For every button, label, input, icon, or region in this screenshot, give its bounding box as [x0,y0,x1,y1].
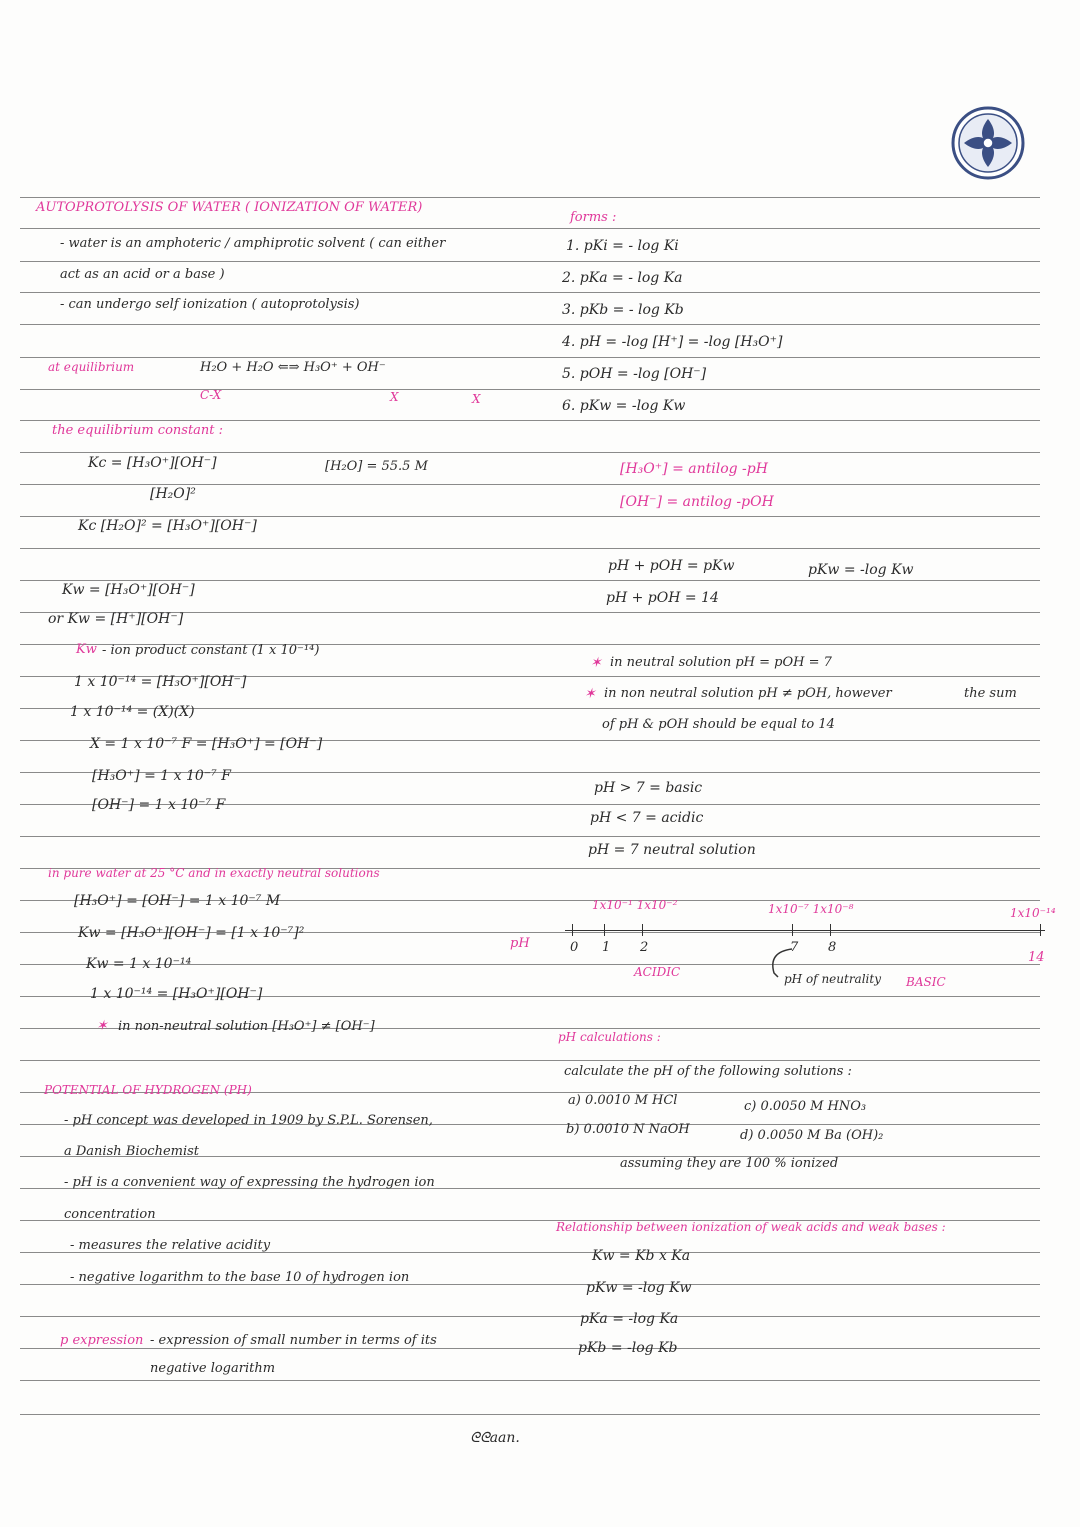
kc-equation: Kc = [H₃O⁺][OH⁻] [88,455,217,471]
relationship-line: pKb = -log Kb [578,1340,678,1356]
ph-tick [792,924,793,936]
pure-line: Kw = 1 x 10⁻¹⁴ [86,956,192,972]
calc-title: pH calculations : [558,1030,661,1044]
ph-line: a Danish Biochemist [64,1144,200,1159]
pure-line: Kw = [H₃O⁺][OH⁻] = [1 x 10⁻⁷]² [78,925,305,941]
ph-line: - pH concept was developed in 1909 by S.P.L. Sorensen, [64,1113,433,1128]
non-neutral-note: the sum [964,686,1017,701]
form-item: 1. pKi = - log Ki [566,238,679,254]
pure-water-label: in pure water at 25 °C and in exactly neutral solutions [48,866,380,880]
equilibrium-reaction: H₂O + H₂O ⇐⇒ H₃O⁺ + OH⁻ [200,360,386,375]
kw-line: [H₃O⁺] = 1 x 10⁻⁷ F [92,768,231,784]
neutral-note: in neutral solution pH = pOH = 7 [610,655,832,670]
sum-equation: pH + pOH = pKw [608,558,735,574]
ph-line: - measures the relative acidity [70,1238,271,1253]
non-neutral-note: of pH & pOH should be equal to 14 [602,717,835,732]
ph-tick [604,924,605,936]
equilibrium-under: X [472,392,481,406]
ph-condition: pH > 7 = basic [594,780,703,796]
water-concentration: [H₂O] = 55.5 M [325,459,428,474]
equilibrium-under: X [390,390,399,404]
ph-tick-label: 14 [1028,950,1045,965]
number-line-label: 1x10⁻¹⁴ [1010,906,1056,920]
ph-tick [572,924,573,936]
ph-tick-label: 8 [828,940,837,955]
equilibrium-label: at equilibrium [48,360,135,374]
sum-equation: pH + pOH = 14 [606,590,719,606]
ph-tick-label: 7 [790,940,799,955]
note-line: act as an acid or a base ) [60,267,225,282]
basic-label: BASIC [906,975,946,989]
ph-section-title: POTENTIAL OF HYDROGEN (PH) [44,1083,252,1097]
relationship-line: pKw = -log Kw [586,1280,692,1296]
ph-condition: pH = 7 neutral solution [588,842,756,858]
kw-line: X = 1 x 10⁻⁷ F = [H₃O⁺] = [OH⁻] [90,736,323,752]
star-icon: ✶ [96,1018,108,1034]
kw-line: 1 x 10⁻¹⁴ = [H₃O⁺][OH⁻] [74,674,247,690]
pure-line: [H₃O⁺] = [OH⁻] = 1 x 10⁻⁷ M [74,893,281,909]
ph-tick-label: 1 [602,940,611,955]
kw-symbol: Kw [76,642,97,657]
flower-emblem-icon [950,105,1026,181]
relationship-title: Relationship between ionization of weak acids and weak bases : [556,1220,946,1234]
pkw-equation: pKw = -log Kw [808,562,914,578]
form-item: 5. pOH = -log [OH⁻] [562,366,707,382]
neutrality-label: pH of neutrality [784,972,881,986]
calc-question: calculate the pH of the following solutions : [564,1064,852,1079]
non-neutral-note: in non neutral solution pH ≠ pOH, however [604,686,892,701]
ph-tick-label: 2 [640,940,649,955]
number-line-label: 1x10⁻¹ 1x10⁻² [592,898,678,912]
forms-label: forms : [570,210,617,225]
antilog-line: [OH⁻] = antilog -pOH [620,494,774,510]
number-line-label: 1x10⁻⁷ 1x10⁻⁸ [768,902,854,916]
form-item: 2. pKa = - log Ka [562,270,683,286]
calc-item: b) 0.0010 N NaOH [566,1122,690,1137]
form-item: 3. pKb = - log Kb [562,302,684,318]
kc-equation-2: Kc [H₂O]² = [H₃O⁺][OH⁻] [78,518,257,534]
kw-line: 1 x 10⁻¹⁴ = (X)(X) [70,704,195,720]
ph-number-line [565,930,1045,931]
equilibrium-under: C-X [200,388,222,402]
antilog-line: [H₃O⁺] = antilog -pH [620,461,768,477]
calc-item: a) 0.0010 M HCl [568,1093,678,1108]
kc-denominator: [H₂O]² [150,486,196,502]
ph-tick [1040,924,1041,936]
ph-line: concentration [64,1207,156,1222]
ph-tick [642,924,643,936]
equilibrium-constant-label: the equilibrium constant : [52,423,224,438]
form-item: 6. pKw = -log Kw [562,398,686,414]
ph-line: - negative logarithm to the base 10 of hydrogen ion [70,1270,410,1285]
ph-axis-label: pH [510,936,530,951]
calc-item: c) 0.0050 M HNO₃ [744,1099,867,1114]
star-icon: ✶ [590,655,602,671]
non-neutral-note: in non-neutral solution [H₃O⁺] ≠ [OH⁻] [118,1019,375,1034]
relationship-line: pKa = -log Ka [580,1311,679,1327]
p-expression-text: negative logarithm [150,1361,276,1376]
p-expression-text: - expression of small number in terms of its [150,1333,437,1348]
ph-tick-label: 0 [570,940,579,955]
form-item: 4. pH = -log [H⁺] = -log [H₃O⁺] [562,334,783,350]
ph-tick [830,924,831,936]
ph-condition: pH < 7 = acidic [590,810,704,826]
acidic-label: ACIDIC [634,965,681,979]
ph-line: - pH is a convenient way of expressing the hydrogen ion [64,1175,435,1190]
p-expression-label: p expression [60,1333,144,1348]
pure-line: 1 x 10⁻¹⁴ = [H₃O⁺][OH⁻] [90,986,263,1002]
kw-equation: Kw = [H₃O⁺][OH⁻] [62,582,195,598]
kw-equation-alt: or Kw = [H⁺][OH⁻] [48,611,184,627]
assumption-note: assuming they are 100 % ionized [620,1156,839,1171]
signature: ᘓᘓaan. [470,1430,520,1446]
kw-line: [OH⁻] = 1 x 10⁻⁷ F [92,797,226,813]
note-line: - can undergo self ionization ( autoprotolysis) [60,297,360,312]
kw-definition: - ion product constant (1 x 10⁻¹⁴) [102,643,320,658]
note-line: - water is an amphoteric / amphiprotic solvent ( can either [60,236,446,251]
autoprotolysis-title: AUTOPROTOLYSIS OF WATER ( IONIZATION OF WATER) [36,200,423,215]
calc-item: d) 0.0050 M Ba (OH)₂ [740,1128,884,1143]
relationship-line: Kw = Kb x Ka [592,1248,691,1264]
star-icon: ✶ [584,686,596,702]
